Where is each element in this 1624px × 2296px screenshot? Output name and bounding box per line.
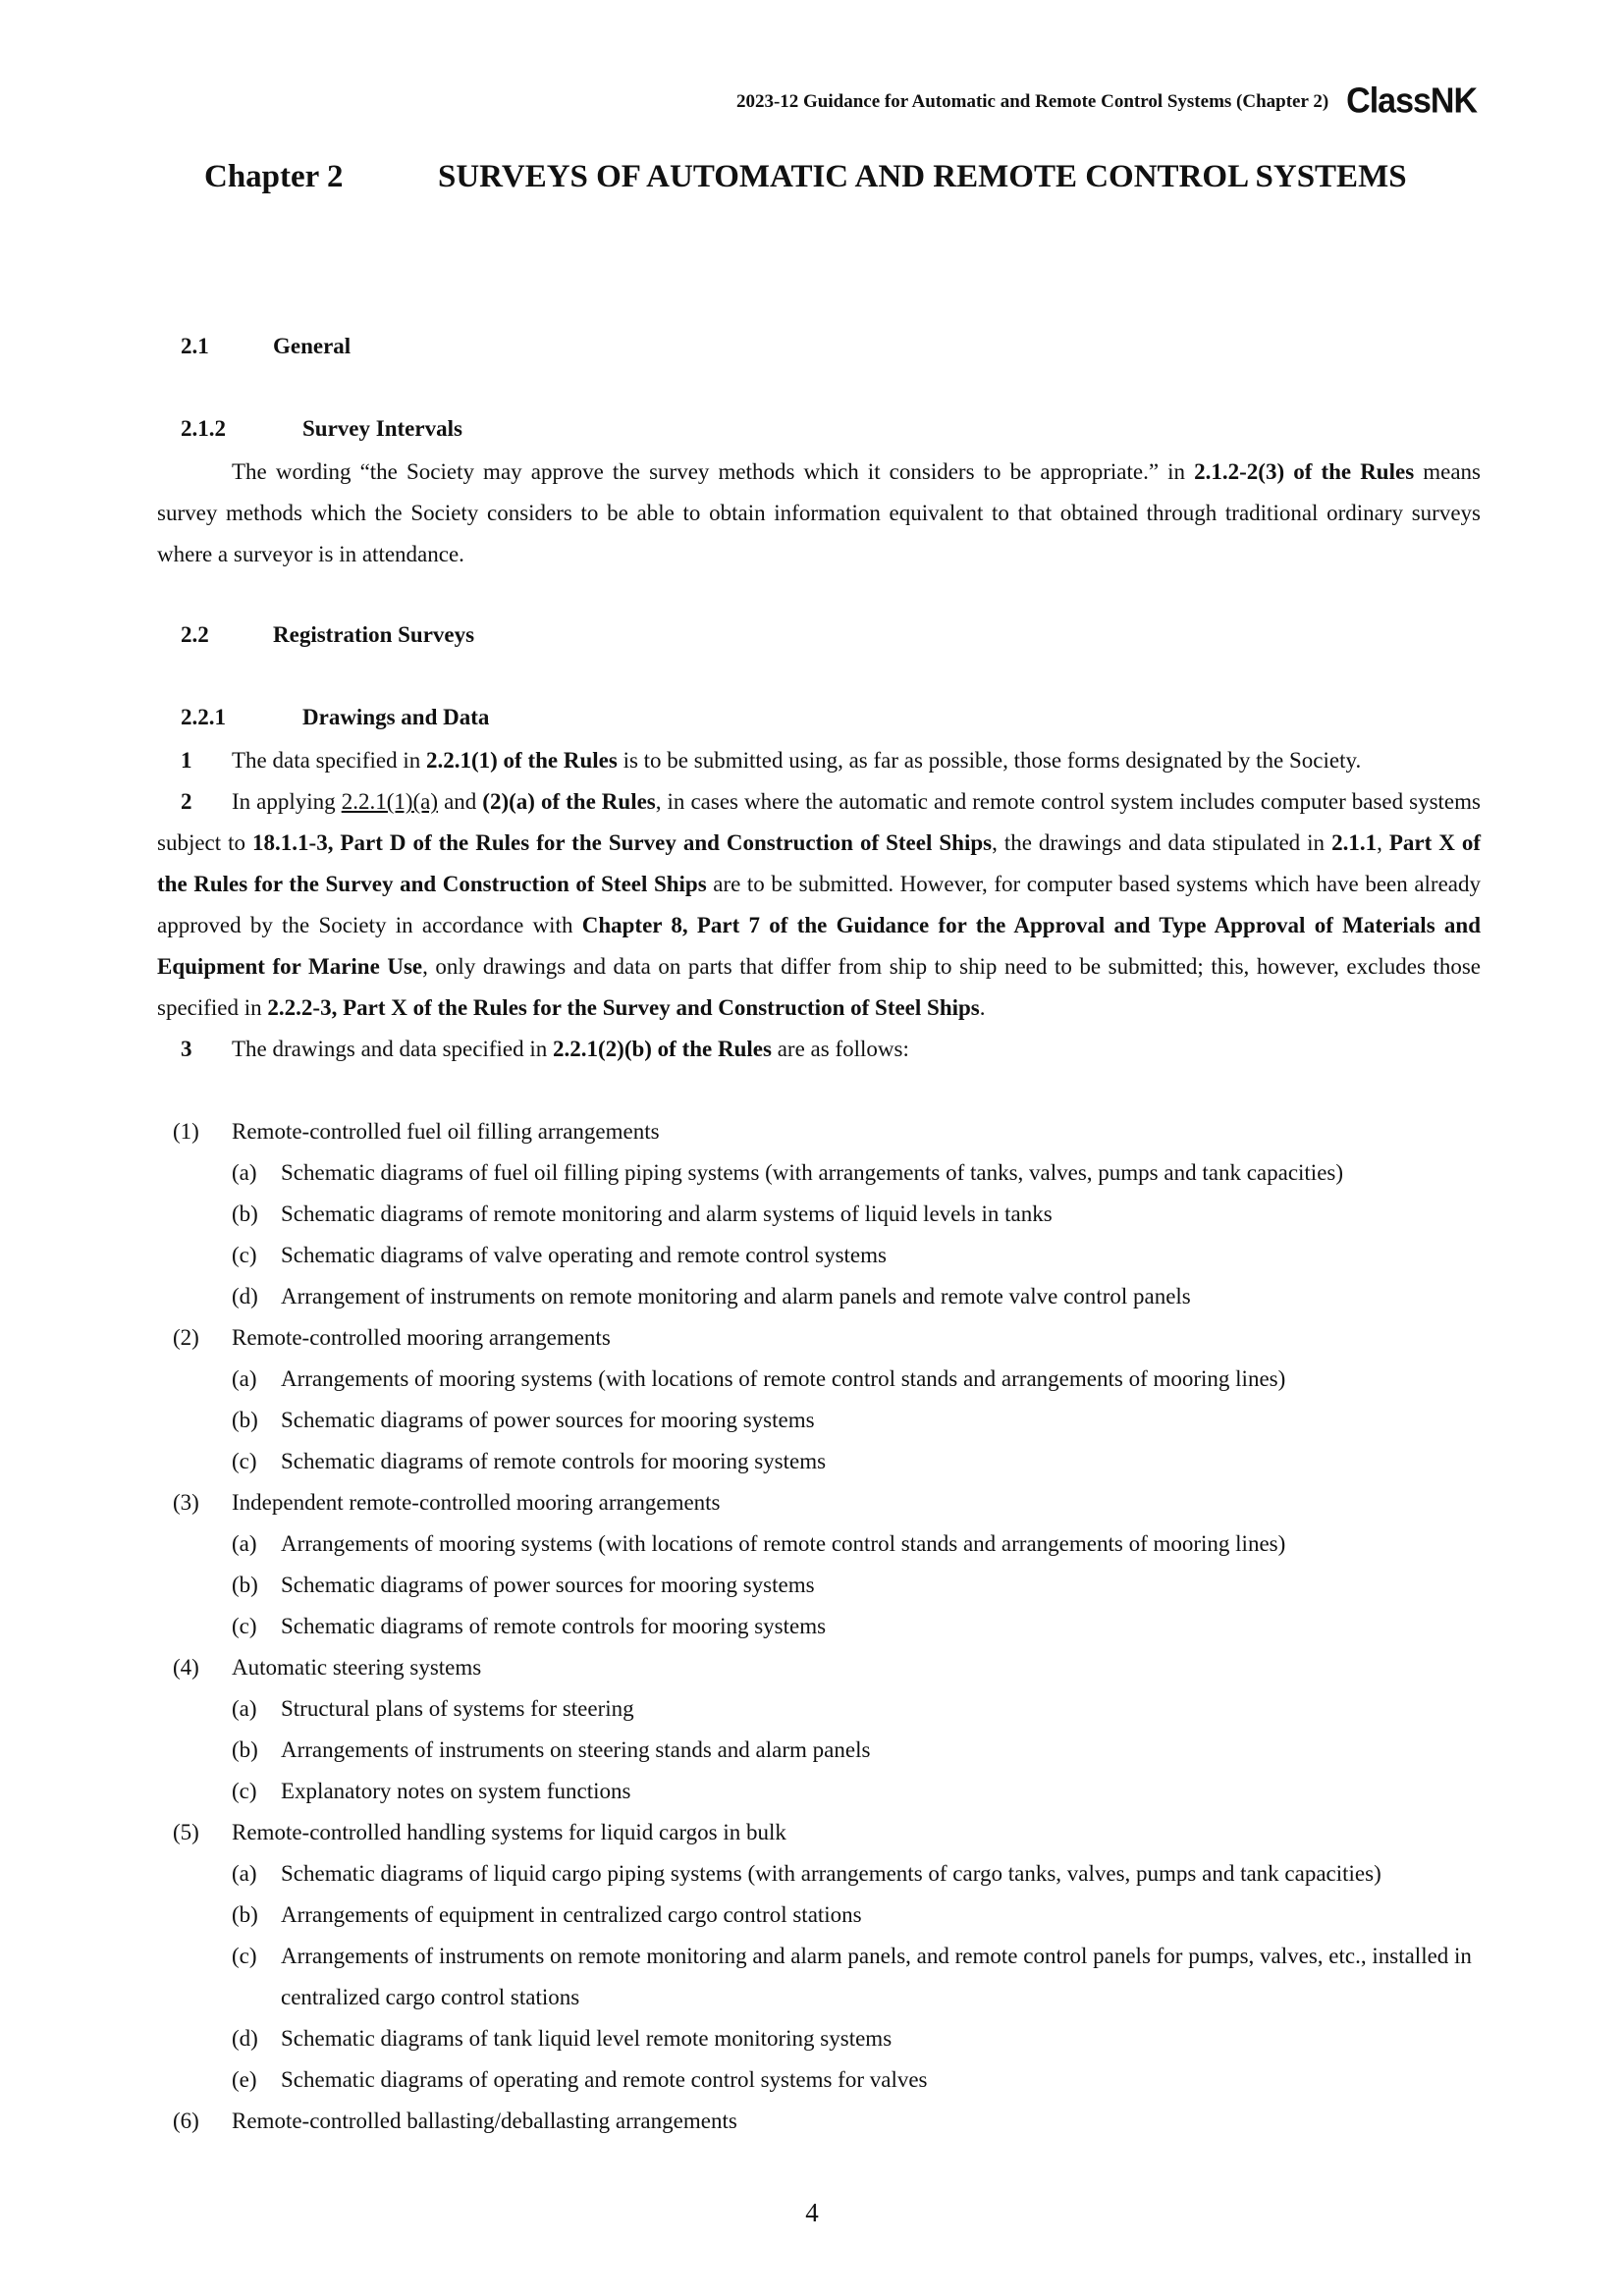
section-2-2-heading [181, 622, 474, 648]
sub-list-item-label: (a) [232, 1861, 257, 1886]
sub-list-item-text: Schematic diagrams of liquid cargo piping systems (with arrangements of cargo tanks, valves, pumps and tank capacities) [281, 1861, 1381, 1886]
chapter-title: SURVEYS OF AUTOMATIC AND REMOTE CONTROL SYSTEMS [438, 159, 1407, 194]
section-2-1-heading [181, 334, 351, 359]
sub-list-item [157, 1771, 1481, 1812]
list-item-text: Remote-controlled handling systems for liquid cargos in bulk [232, 1820, 786, 1844]
sub-list-item-text: Explanatory notes on system functions [281, 1779, 631, 1803]
sub-list-item [157, 1565, 1481, 1606]
sub-list-item-text: Schematic diagrams of tank liquid level remote monitoring systems [281, 2026, 893, 2051]
page-number: 4 [805, 2198, 819, 2227]
list-item [157, 1812, 1481, 1853]
sub-list-item-text: Arrangements of instruments on steering stands and alarm panels [281, 1737, 871, 1762]
section-number: 2.2 [181, 622, 209, 647]
sub-list-item-text: Schematic diagrams of valve operating and remote control systems [281, 1243, 887, 1267]
section-number: 2.2.1 [181, 705, 226, 729]
sub-list-item [157, 1895, 1481, 1936]
list-item [157, 2101, 1481, 2142]
sub-list-item-label: (a) [232, 1160, 257, 1185]
sub-list-item [157, 1400, 1481, 1441]
sub-list-item [157, 1441, 1481, 1482]
sub-list-item [157, 1606, 1481, 1647]
list-item-text: Remote-controlled ballasting/deballasting arrangements [232, 2109, 737, 2133]
sub-list-item-label: (d) [232, 2026, 258, 2051]
sub-list-item-text: Schematic diagrams of remote controls for mooring systems [281, 1449, 827, 1473]
paragraph-3: 3 The drawings and data specified in 2.2.1(2)(b) of the Rules are as follows: [181, 1037, 909, 1061]
sub-list-item-label: (b) [232, 1201, 258, 1226]
sub-list-item [157, 1688, 1481, 1730]
sub-list-item-text: Structural plans of systems for steering [281, 1696, 634, 1721]
sub-list-item-text: Schematic diagrams of remote controls for mooring systems [281, 1614, 827, 1638]
section-title: Survey Intervals [302, 416, 462, 441]
header-title: 2023-12 Guidance for Automatic and Remote Control Systems (Chapter 2) [735, 90, 1329, 112]
sub-list-item-label: (b) [232, 1573, 258, 1597]
list-item-label: (2) [173, 1325, 199, 1350]
paragraph: The wording “the Society may approve the survey methods which it considers to be appropriate.” in 2.1.2-2(3) of the Rules means survey methods which the Society considers to be able to obtain information equivalent to that obtained through traditional ordinary surveys where a surveyor is in attendance. [157, 459, 1481, 566]
sub-list-item [157, 1523, 1481, 1565]
sub-list-item [157, 1936, 1481, 2018]
list-item-label: (5) [173, 1820, 199, 1844]
sub-list-item-label: (b) [232, 1902, 258, 1927]
sub-list-item [157, 1235, 1481, 1276]
sub-list-item-label: (b) [232, 1408, 258, 1432]
rule-reference-link: 2.2.1(1)(a) [341, 789, 439, 814]
section-2-2-1-heading [181, 705, 489, 730]
section-title: Drawings and Data [302, 705, 490, 729]
sub-list-item [157, 1194, 1481, 1235]
sub-list-item-text: Schematic diagrams of power sources for mooring systems [281, 1408, 815, 1432]
list-item-label: (3) [173, 1490, 199, 1515]
sub-list-item-label: (c) [232, 1449, 257, 1473]
sub-list-item-text: Arrangement of instruments on remote monitoring and alarm panels and remote valve control panels [281, 1284, 1191, 1308]
sub-list-item-label: (a) [232, 1531, 257, 1556]
sub-list-item [157, 1276, 1481, 1317]
section-2-1-2-body [157, 452, 1481, 575]
chapter-number: Chapter 2 [204, 159, 344, 194]
sub-list-item-label: (d) [232, 1284, 258, 1308]
list-item-label: (1) [173, 1119, 199, 1144]
classnk-logo: ClassNK [1346, 81, 1477, 121]
list-item-text: Automatic steering systems [232, 1655, 482, 1680]
sub-list-item-label: (a) [232, 1696, 257, 1721]
section-title: Registration Surveys [273, 622, 475, 647]
sub-list-item [157, 2059, 1481, 2101]
list-item-text: Remote-controlled mooring arrangements [232, 1325, 611, 1350]
sub-list-item-label: (a) [232, 1366, 257, 1391]
chapter-heading [204, 159, 1407, 195]
sub-list-item-text: Schematic diagrams of power sources for mooring systems [281, 1573, 815, 1597]
sub-list-item-text: Arrangements of equipment in centralized cargo control stations [281, 1902, 862, 1927]
section-2-1-2-heading [181, 416, 462, 442]
running-header [736, 82, 1477, 121]
sub-list-item [157, 1359, 1481, 1400]
section-number: 2.1.2 [181, 416, 226, 441]
list-item [157, 1482, 1481, 1523]
list-item-label: (6) [173, 2109, 199, 2133]
sub-list-item-text: Arrangements of mooring systems (with locations of remote control stands and arrangements of mooring lines) [281, 1531, 1286, 1556]
sub-list-item-label: (c) [232, 1243, 257, 1267]
list-item-text: Remote-controlled fuel oil filling arrangements [232, 1119, 660, 1144]
sub-list-item [157, 1853, 1481, 1895]
section-title: General [273, 334, 352, 358]
drawings-list [157, 1111, 1481, 2142]
list-item [157, 1111, 1481, 1152]
list-item-text: Independent remote-controlled mooring arrangements [232, 1490, 721, 1515]
sub-list-item-label: (e) [232, 2067, 257, 2092]
sub-list-item-label: (b) [232, 1737, 258, 1762]
sub-list-item-text: Arrangements of instruments on remote monitoring and alarm panels, and remote control panels for pumps, valves, etc., installed in centralized cargo control stations [281, 1944, 1472, 2009]
sub-list-item-text: Schematic diagrams of remote monitoring and alarm systems of liquid levels in tanks [281, 1201, 1053, 1226]
sub-list-item-label: (c) [232, 1944, 257, 1968]
sub-list-item [157, 1730, 1481, 1771]
sub-list-item [157, 2018, 1481, 2059]
list-item-label: (4) [173, 1655, 199, 1680]
section-number: 2.1 [181, 334, 209, 358]
paragraph-2: 2 In applying 2.2.1(1)(a) and (2)(a) of the Rules, in cases where the automatic and remote control system includes computer based systems subject to 18.1.1-3, Part D of the Rules for the Survey and Construction of Steel Ships, the drawings and data stipulated in 2.1.1, Part X of the Rules for the Survey and Construction of Steel Ships are to be submitted. However, for computer based systems which have been already approved by the Society in accordance with Chapter 8, Part 7 of the Guidance for the Approval and Type Approval of Materials and Equipment for Marine Use, only drawings and data on parts that differ from ship to ship need to be submitted; this, however, excludes those specified in 2.2.2-3, Part X of the Rules for the Survey and Construction of Steel Ships. [157, 789, 1482, 1020]
sub-list-item-label: (c) [232, 1614, 257, 1638]
list-item [157, 1647, 1481, 1688]
sub-list-item-text: Schematic diagrams of operating and remote control systems for valves [281, 2067, 928, 2092]
sub-list-item [157, 1152, 1481, 1194]
section-2-2-1-body [157, 740, 1481, 1070]
sub-list-item-text: Arrangements of mooring systems (with locations of remote control stands and arrangements of mooring lines) [281, 1366, 1286, 1391]
sub-list-item-text: Schematic diagrams of fuel oil filling piping systems (with arrangements of tanks, valves, pumps and tank capacities) [281, 1160, 1344, 1185]
sub-list-item-label: (c) [232, 1779, 257, 1803]
list-item [157, 1317, 1481, 1359]
paragraph-1: 1 The data specified in 2.2.1(1) of the Rules is to be submitted using, as far as possible, those forms designated by the Society. [181, 748, 1362, 773]
